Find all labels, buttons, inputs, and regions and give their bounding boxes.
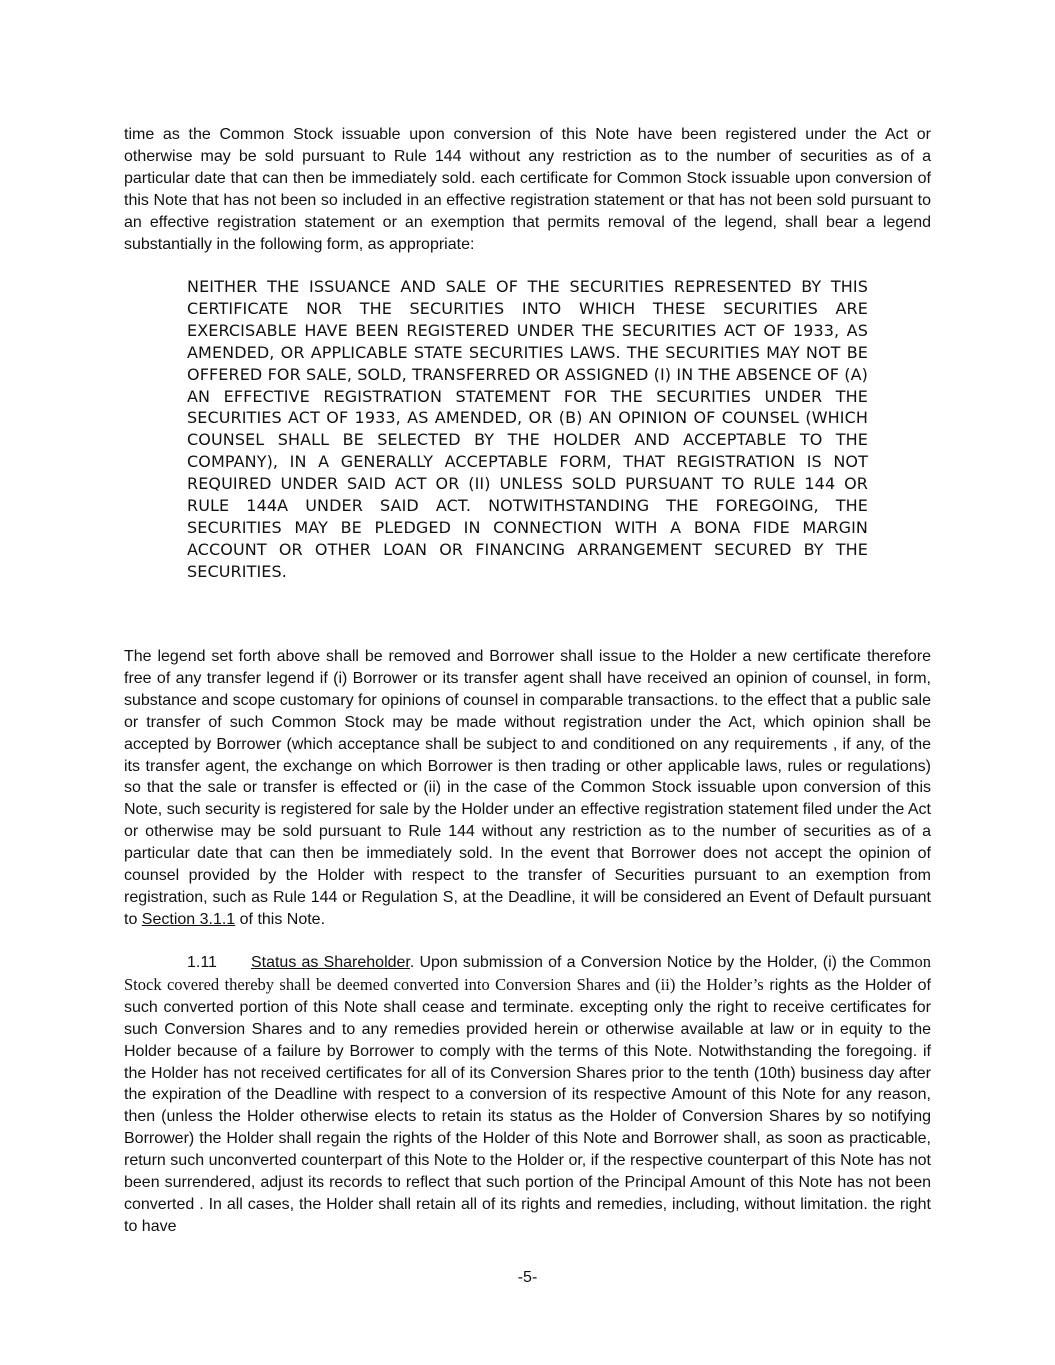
section-reference-link[interactable]: Section 3.1.1 bbox=[141, 910, 236, 928]
restrictive-legend-block: NEITHER THE ISSUANCE AND SALE OF THE SECURITIES REPRESENTED BY THIS CERTIFICATE NOR THE SECURITIES INTO WHICH THESE SECURITIES ARE EXERCISABLE HAVE BEEN REGISTERED UNDER THE SECURITIES ACT OF 1933, AS AMENDED, OR APPLICABLE STATE SECURITIES LAWS. THE SECURITIES MAY NOT BE OFFERED FOR SALE, SOLD, TRANSFERRED OR ASSIGNED (I) IN THE ABSENCE OF (A) AN EFFECTIVE REGISTRATION STATEMENT FOR THE SECURITIES UNDER THE SECURITIES ACT OF 1933, AS AMENDED, OR (B) AN OPINION OF COUNSEL (WHICH COUNSEL SHALL BE SELECTED BY THE HOLDER AND ACCEPTABLE TO THE COMPANY), IN A GENERALLY ACCEPTABLE FORM, THAT REGISTRATION IS NOT REQUIRED UNDER SAID ACT OR (II) UNLESS SOLD PURSUANT TO RULE 144 OR RULE 144A UNDER SAID ACT. NOTWITHSTANDING THE FOREGOING, THE SECURITIES MAY BE PLEDGED IN CONNECTION WITH A BONA FIDE MARGIN ACCOUNT OR OTHER LOAN OR FINANCING ARRANGEMENT SECURED BY THE SECURITIES. bbox=[187, 277, 868, 581]
section-heading: Status as Shareholder bbox=[250, 954, 410, 971]
section-1-11-paragraph bbox=[124, 951, 931, 1238]
section-serif-text: Common Stock covered thereby shall be deemed converted into Conversion Shares and (ii) the Holder’s bbox=[124, 952, 931, 994]
paragraph-legend-removal bbox=[124, 646, 931, 931]
section-body-text: rights as the Holder of such converted portion of this Note shall cease and terminate. excepting only the right to receive certificates for such Conversion Shares and to any remedies provided herein or otherwise available at law or in equity to the Holder because of a failure by Borrower to comply with the terms of this Note. Notwithstanding the foregoing. if the Holder has not received certificates for all of its Conversion Shares prior to the tenth (10th) business day after the expiration of the Deadline with respect to a conversion of its respective Amount of this Note for any reason, then (unless the Holder otherwise elects to retain its status as the Holder of Conversion Shares by so notifying Borrower) the Holder shall regain the rights of the Holder of this Note and Borrower shall, as soon as practicable, return such unconverted counterpart of this Note to the Holder or, if the respective counterpart of this Note has not been surrendered, adjust its records to reflect that such portion of the Principal Amount of this Note has not been converted . In all cases, the Holder shall retain all of its rights and remedies, including, without limitation. the right to have bbox=[124, 976, 931, 1235]
paragraph-legend-removal-text: The legend set forth above shall be removed and Borrower shall issue to the Holder a new certificate therefore free of any transfer legend if (i) Borrower or its transfer agent shall have received an opinion of counsel, in form, substance and scope customary for opinions of counsel in comparable transactions. to the effect that a public sale or transfer of such Common Stock may be made without registration under the Act, which opinion shall be accepted by Borrower (which acceptance shall be subject to and conditioned on any requirements , if any, of the its transfer agent, the exchange on which Borrower is then trading or other applicable laws, rules or regulations) so that the sale or transfer is effected or (ii) in the case of the Common Stock issuable upon conversion of this Note, such security is registered for sale by the Holder under an effective registration statement filed under the Act or otherwise may be sold pursuant to Rule 144 without any restriction as to the number of securities as of a particular date that can then be immediately sold. In the event that Borrower does not accept the opinion of counsel provided by the Holder with respect to the transfer of Securities pursuant to an exemption from registration, such as Rule 144 or Regulation S, at the Deadline, it will be considered an Event of Default pursuant to bbox=[124, 648, 931, 928]
paragraph-legend-conditions: time as the Common Stock issuable upon conversion of this Note have been registered under the Act or otherwise may be sold pursuant to Rule 144 without any restriction as to the number of securities as of a particular date that can then be immediately sold. each certificate for Common Stock issuable upon conversion of this Note that has not been so included in an effective registration statement or that has not been sold pursuant to an effective registration statement or an exemption that permits removal of the legend, shall bear a legend substantially in the following form, as appropriate: bbox=[124, 126, 931, 253]
section-intro-text: . Upon submission of a Conversion Notice by the Holder, (i) the bbox=[409, 954, 870, 971]
section-number: 1.11 bbox=[187, 954, 217, 971]
page-number: -5- bbox=[517, 1269, 538, 1286]
paragraph-legend-removal-tail: of this Note. bbox=[235, 910, 326, 928]
